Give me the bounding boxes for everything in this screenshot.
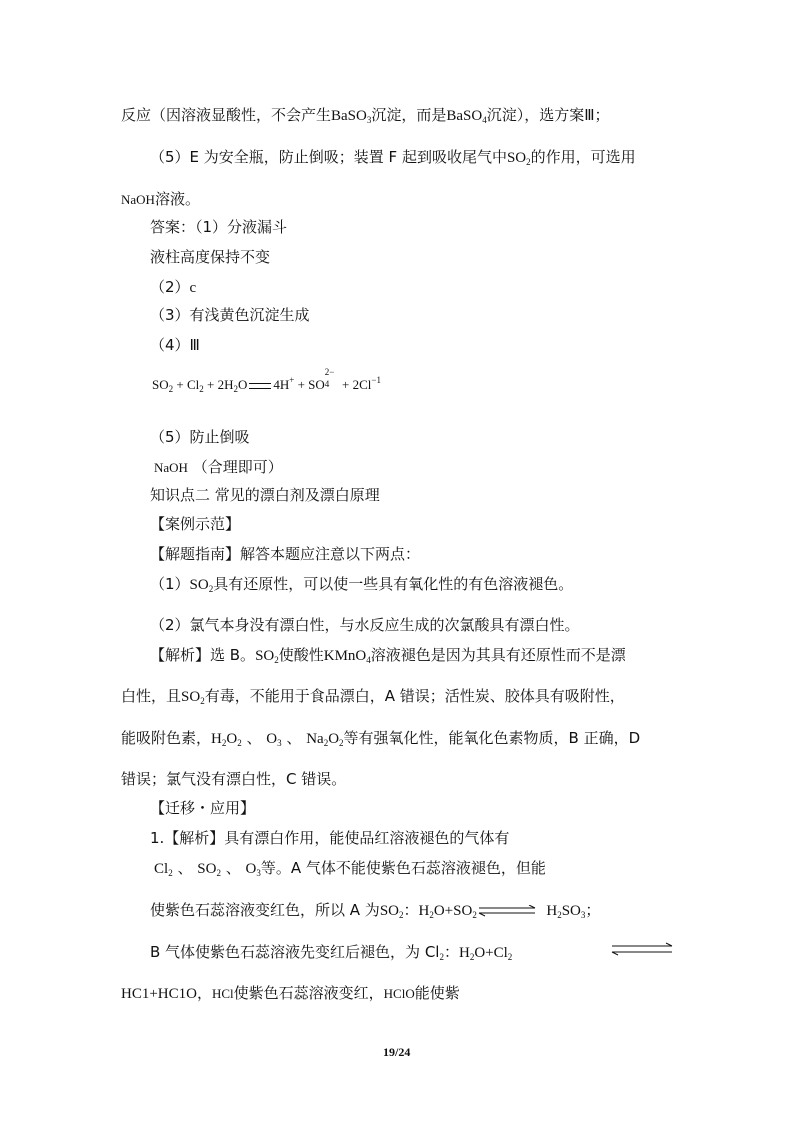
text-line-18: 白性，且$SO_2$有毒，不能用于食品漂白，A 错误；活性炭、胶体具有吸附性， (121, 687, 625, 706)
text-line-14: 【解题指南】解答本题应注意以下两点： (150, 545, 421, 563)
text-line-3: NaOH溶液。 (121, 190, 200, 208)
section-heading: 知识点二 常见的漂白剂及漂白原理 (150, 486, 380, 504)
text-line-7: （3）有浅黄色沉淀生成 (150, 306, 310, 324)
equation-line: $SO_2 + Cl_2 + 2H_2O$ 4H+ + SO 2− 4 + $2Cl^{-1}$ (152, 367, 381, 394)
reversible-arrow-icon (477, 905, 537, 917)
text-line-24: 使紫色石蕊溶液变红色，所以 A 为$SO_2$：$H_2O+SO_2$ $H_2SO_3$； (150, 901, 601, 920)
text-line-5: 液柱高度保持不变 (150, 248, 271, 266)
text-line-17: 【解析】选 B。$SO_2$使酸性KMnO$_4$溶液褪色是因为其具有还原性而不是漂 (150, 646, 626, 665)
text-line-15: $(1)SO_2$具有还原性，可以使一些具有氧化性的有色溶液褪色。 (150, 575, 574, 594)
text-line-20: 错误；氯气没有漂白性，C 错误。 (121, 770, 347, 788)
text-line-2: （5）E 为安全瓶，防止倒吸；装置 F 起到吸收尾气中$SO_2$的作用，可选用 (150, 148, 636, 167)
reversible-arrow-2-icon (610, 942, 674, 959)
text-line-6: （2）c (150, 278, 197, 296)
text-line-1: 反应（因溶液显酸性，不会产生BaSO$_3$沉淀，而是BaSO$_4$沉淀），选方案Ⅲ； (121, 106, 610, 125)
text-line-21: 【迁移・应用】 (150, 799, 256, 817)
equals-sign-icon (249, 383, 271, 389)
answer-heading: 答案：（1）分液漏斗 (150, 218, 288, 236)
text-line-16: （2）氯气本身没有漂白性，与水反应生成的次氯酸具有漂白性。 (150, 616, 580, 634)
text-line-19: 能吸附色素，$H_2O_2$ 、 $O_3$ 、 $Na_2O_2$等有强氧化性，能氧化色素物质，B 正确，D (121, 729, 641, 748)
text-line-26: HC1+HC1O，HCl使紫色石蕊溶液变红，HClO能使紫 (121, 984, 460, 1002)
text-line-10: （5）防止倒吸 (150, 428, 250, 446)
text-line-23: $Cl_2$ 、 $SO_2$ 、 $O_3$等。A 气体不能使紫色石蕊溶液褪色，但能 (154, 859, 546, 878)
text-line-11: NaOH （合理即可） (154, 458, 283, 476)
page-number: 19/24 (383, 1045, 411, 1059)
text-line-8: （4）Ⅲ (150, 336, 200, 354)
text-line-22: 1.【解析】具有漂白作用，能使品红溶液褪色的气体有 (150, 829, 510, 847)
text-line-25: B 气体使紫色石蕊溶液先变红后褪色，为 $Cl_2$：$H_2O+Cl_2$ (150, 943, 513, 962)
text-line-13: 【案例示范】 (150, 515, 241, 533)
